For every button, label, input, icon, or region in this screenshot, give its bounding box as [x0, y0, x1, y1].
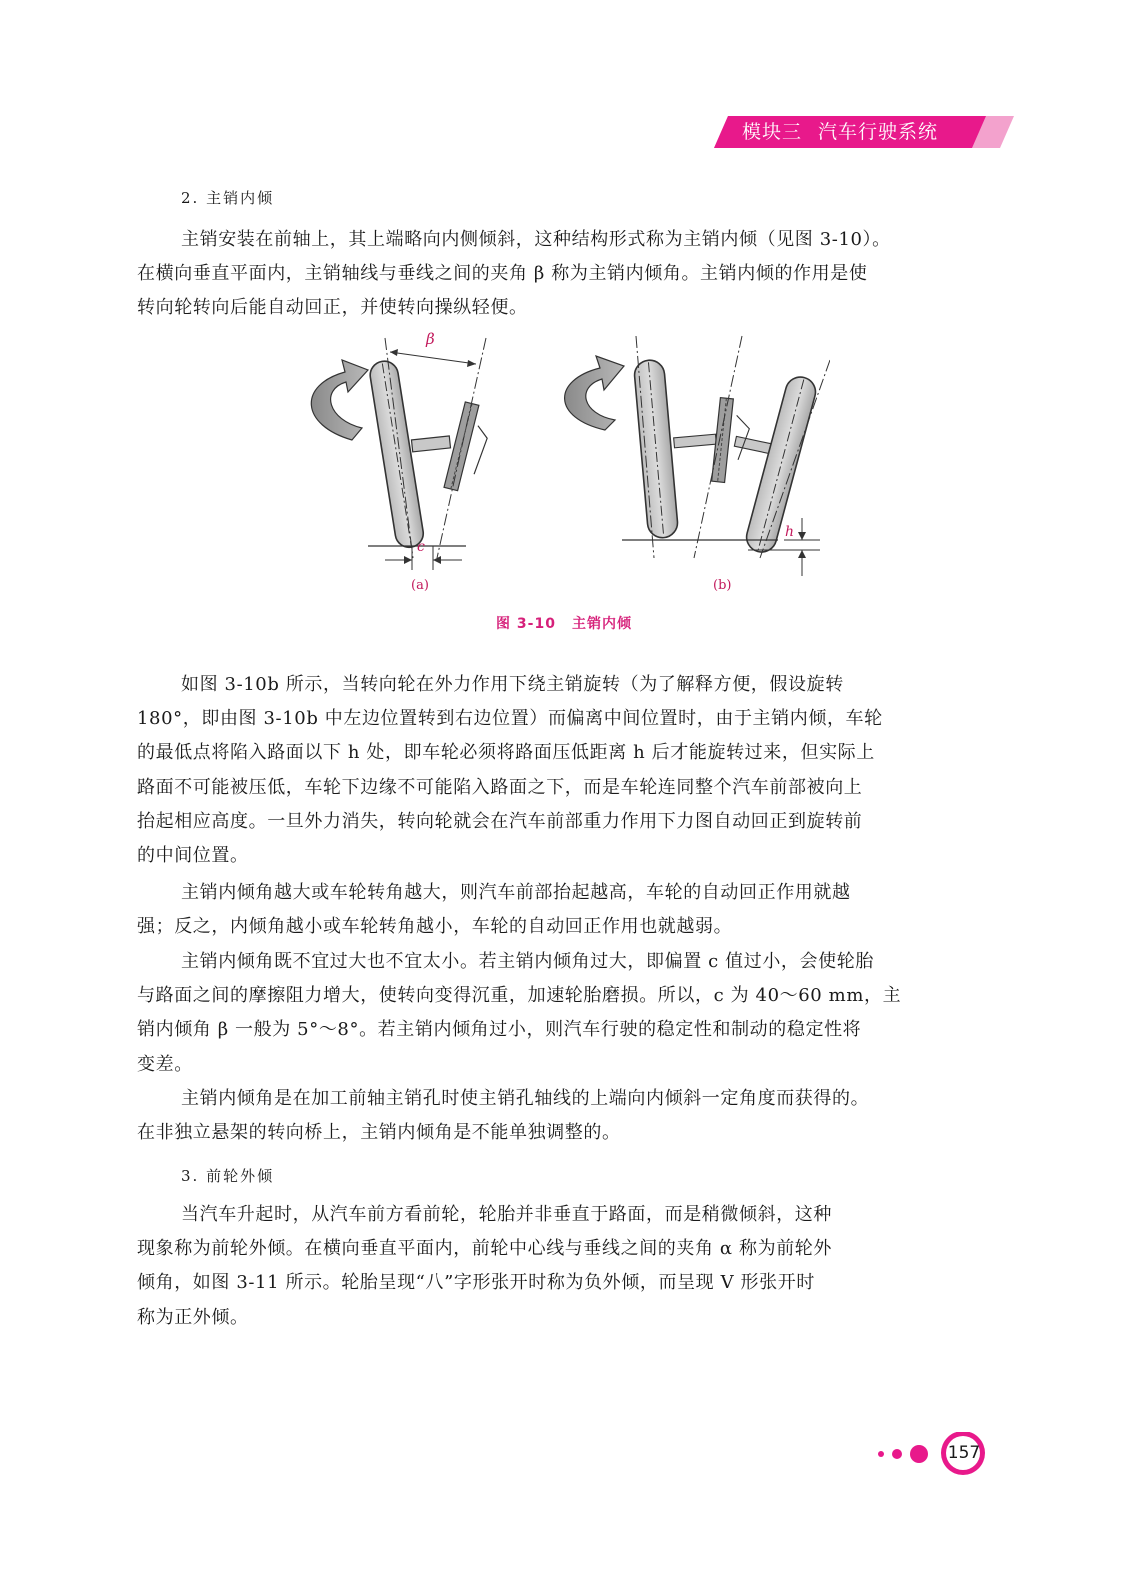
- section-heading-wheel-camber: 3. 前轮外倾: [181, 1167, 275, 1185]
- caption-title: 主销内倾: [571, 616, 632, 632]
- text-line: 现象称为前轮外倾。在横向垂直平面内，前轮中心线与垂线之间的夹角 α 称为前轮外: [137, 1238, 832, 1260]
- text-line: 主销内倾角越大或车轮转角越大，则汽车前部抬起越高，车轮的自动回正作用就越: [181, 882, 851, 903]
- paragraph-manufacturing: [137, 1082, 992, 1150]
- figure-caption: [0, 613, 1128, 633]
- text-line: 强；反之，内倾角越小或车轮转角越小，车轮的自动回正作用也就越弱。: [137, 916, 733, 938]
- chapter-header: [742, 117, 938, 147]
- text-line: 转向轮转向后能自动回正，并使转向操纵轻便。: [137, 297, 528, 319]
- text-line: 在横向垂直平面内，主销轴线与垂线之间的夹角 β 称为主销内倾角。主销内倾的作用是使: [137, 263, 868, 285]
- text-line: 主销内倾角是在加工前轴主销孔时使主销孔轴线的上端向内倾斜一定角度而获得的。: [181, 1088, 870, 1109]
- text-line: 180°，即由图 3-10b 中左边位置转到右边位置）而偏离中间位置时，由于主销内倾，车轮: [137, 708, 883, 730]
- label-beta: β: [426, 330, 435, 348]
- module-label: 模块三: [742, 121, 803, 143]
- text-line: 主销内倾角既不宜过大也不宜太小。若主销内倾角过大，即偏置 c 值过小，会使轮胎: [181, 951, 874, 972]
- text-line: 如图 3-10b 所示，当转向轮在外力作用下绕主销旋转（为了解释方便，假设旋转: [181, 674, 844, 695]
- paragraph-angle-effect: [137, 876, 992, 944]
- page-number: 157: [947, 1443, 981, 1463]
- diagram-b: [565, 336, 830, 576]
- paragraph-camber: [137, 1198, 992, 1335]
- rotation-arrow-a: [311, 360, 368, 440]
- text-line: 主销安装在前轴上，其上端略向内侧倾斜，这种结构形式称为主销内倾（见图 3-10）。: [181, 229, 891, 250]
- paragraph-intro: [137, 223, 992, 326]
- figure-3-10: [290, 330, 830, 600]
- brake-disc-a: [444, 402, 494, 495]
- wheel-b-right: [743, 374, 819, 556]
- wheel-a: [368, 359, 425, 549]
- text-line: 倾角，如图 3-11 所示。轮胎呈现“八”字形张开时称为负外倾，而呈现 V 形张开时: [137, 1272, 815, 1294]
- paragraph-angle-range: [137, 945, 992, 1082]
- text-line: 称为正外倾。: [137, 1306, 249, 1328]
- label-h: h: [785, 524, 795, 540]
- text-line: 销内倾角 β 一般为 5°～8°。若主销内倾角过小，则汽车行驶的稳定性和制动的稳定性将: [137, 1019, 862, 1041]
- section-heading-kingpin-inclination: 2. 主销内倾: [181, 189, 275, 207]
- sub-label-b: (b): [713, 578, 732, 593]
- module-title: 汽车行驶系统: [818, 121, 939, 143]
- text-line: 在非独立悬架的转向桥上，主销内倾角是不能单独调整的。: [137, 1122, 621, 1144]
- sub-label-a: (a): [411, 578, 429, 593]
- text-line: 路面不可能被压低，车轮下边缘不可能陷入路面之下，而是车轮连同整个汽车前部被向上: [137, 776, 863, 798]
- caption-number: 图 3-10: [496, 616, 556, 632]
- text-line: 当汽车升起时，从汽车前方看前轮，轮胎并非垂直于路面，而是稍微倾斜，这种: [181, 1204, 832, 1225]
- rotation-arrow-b: [565, 356, 624, 430]
- text-line: 的最低点将陷入路面以下 h 处，即车轮必须将路面压低距离 h 后才能旋转过来，但实际上: [137, 742, 875, 764]
- label-c: c: [417, 539, 425, 555]
- text-line: 变差。: [137, 1053, 193, 1075]
- text-line: 的中间位置。: [137, 845, 249, 867]
- paragraph-explanation: [137, 668, 992, 873]
- text-line: 抬起相应高度。一旦外力消失，转向轮就会在汽车前部重力作用下力图自动回正到旋转前: [137, 810, 863, 832]
- diagram-a: [311, 338, 494, 570]
- kingpin-diagram: [290, 330, 830, 600]
- text-line: 与路面之间的摩擦阻力增大，使转向变得沉重，加速轮胎磨损。所以，c 为 40～60 mm，主: [137, 985, 902, 1007]
